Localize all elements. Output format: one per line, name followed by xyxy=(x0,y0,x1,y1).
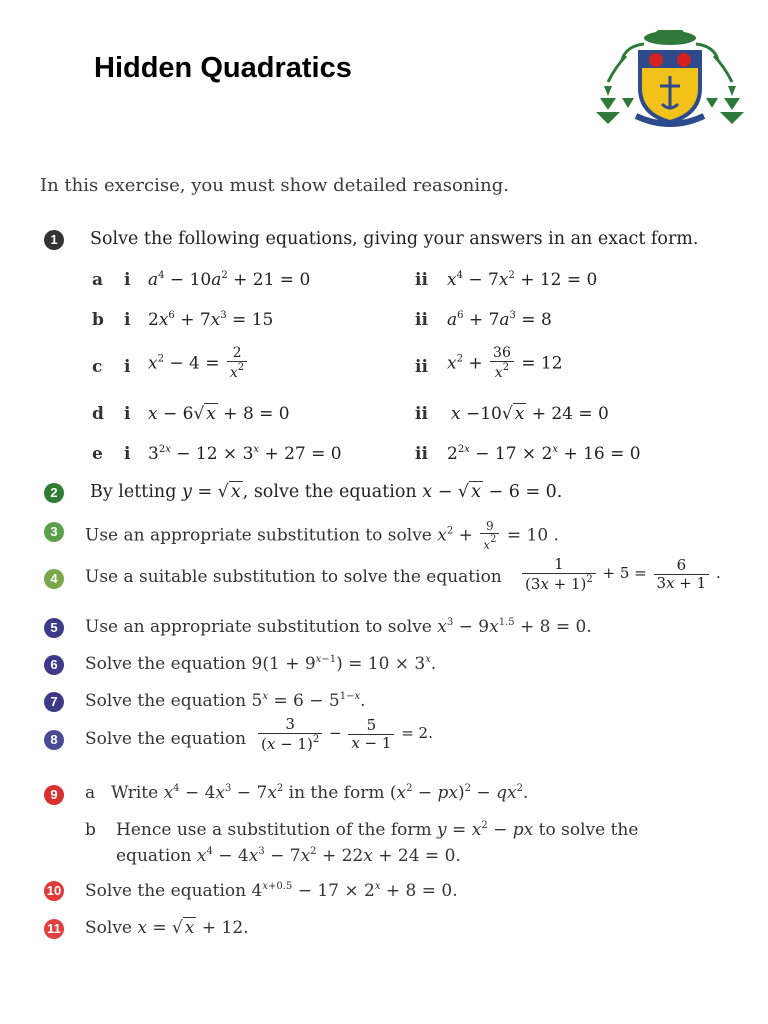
equation-1c-i: $x^2 - 4$ = $\frac{2}{x^2}$ xyxy=(148,346,249,382)
question-3-text: Use an appropriate substitution to solve $x^2$ + $\frac{9}{x^2}$ = 10 . xyxy=(85,519,559,553)
equation-1b-ii: $a^6 + 7a^3 = 8$ xyxy=(447,310,552,330)
intro-text: In this exercise, you must show detailed reasoning. xyxy=(40,175,509,196)
question-10-badge: 10 xyxy=(44,881,64,901)
equation-1a-i: $a^4 - 10a^2 + 21 = 0$ xyxy=(148,270,311,290)
part-b-ii-label: ii xyxy=(415,310,428,330)
equation-1a-ii: $x^4 - 7x^2 + 12 = 0$ xyxy=(447,270,598,290)
part-9a-label: a xyxy=(85,783,96,803)
part-c-ii-label: ii xyxy=(415,357,428,377)
part-c-i-label: i xyxy=(124,357,131,377)
part-a-i-label: i xyxy=(124,270,131,290)
question-4-badge: 4 xyxy=(44,569,64,589)
question-1-badge: 1 xyxy=(44,230,64,250)
question-1-text: Solve the following equations, giving your answers in an exact form. xyxy=(90,229,699,249)
question-2-badge: 2 xyxy=(44,483,64,503)
question-3-badge: 3 xyxy=(44,522,64,542)
question-11-badge: 11 xyxy=(44,919,64,939)
equation-8: $\frac{3}{(x - 1)^2}$ − $\frac{5}{x - 1}$ = 2. xyxy=(256,716,433,752)
question-9b-text: Hence use a substitution of the form $y = x^2$ − px to solve the xyxy=(116,820,639,840)
question-2-text: By letting y = √ x , solve the equation x − √ x − 6 = 0. xyxy=(90,482,563,502)
part-e-ii-label: ii xyxy=(415,444,428,464)
equation-1b-i: $2x^6 + 7x^3 = 15$ xyxy=(148,310,274,330)
part-d-ii-label: ii xyxy=(415,404,428,424)
page-title: Hidden Quadratics xyxy=(94,52,352,84)
part-d-label: d xyxy=(92,404,104,424)
question-11-text: Solve x = √ x + 12. xyxy=(85,918,249,938)
part-9b-label: b xyxy=(85,820,96,840)
question-8-badge: 8 xyxy=(44,730,64,750)
equation-1d-ii: x −10√ x + 24 = 0 xyxy=(451,404,609,424)
part-e-i-label: i xyxy=(124,444,131,464)
part-d-i-label: i xyxy=(124,404,131,424)
question-4-text: Use a suitable substitution to solve the equation xyxy=(85,567,502,587)
question-8-text: Solve the equation xyxy=(85,729,247,749)
question-7-text: Solve the equation $5^x = 6 - 5^{1-x}$. xyxy=(85,691,366,711)
part-e-label: e xyxy=(92,444,103,464)
question-6-badge: 6 xyxy=(44,655,64,675)
question-6-text: Solve the equation $9(1 + 9^{x-1}) = 10 \times 3^x$. xyxy=(85,654,437,674)
equation-1d-i: x − 6√ x + 8 = 0 xyxy=(148,404,290,424)
question-9b-text-line2: equation $x^4 - 4x^3 - 7x^2 + 22x + 24 = 0$. xyxy=(116,846,461,866)
equation-1e-i: $3^{2x} - 12 \times 3^x + 27 = 0$ xyxy=(148,444,342,464)
question-9-badge: 9 xyxy=(44,785,64,805)
question-10-text: Solve the equation $4^{x+0.5} - 17 \times 2^x + 8 = 0$. xyxy=(85,881,458,901)
part-a-ii-label: ii xyxy=(415,270,428,290)
equation-1e-ii: $2^{2x} - 17 \times 2^x + 16 = 0$ xyxy=(447,444,641,464)
equation-1c-ii: $x^2$ + $\frac{36}{x^2}$ = 12 xyxy=(447,345,563,382)
school-crest-logo xyxy=(596,26,744,130)
question-7-badge: 7 xyxy=(44,692,64,712)
question-9a-text: Write $x^4 - 4x^3 - 7x^2$ in the form $(x^2 - px)^2 - qx^2$. xyxy=(111,783,529,803)
part-c-label: c xyxy=(92,357,103,377)
equation-4: $\frac{1}{(3x + 1)^2}$ + 5 = $\frac{6}{3x + 1}$ . xyxy=(520,556,721,592)
part-a-label: a xyxy=(92,270,104,290)
question-5-badge: 5 xyxy=(44,618,64,638)
part-b-label: b xyxy=(92,310,104,330)
part-b-i-label: i xyxy=(124,310,131,330)
question-5-text: Use an appropriate substitution to solve $x^3 - 9x^{1.5} + 8 = 0$. xyxy=(85,617,592,637)
